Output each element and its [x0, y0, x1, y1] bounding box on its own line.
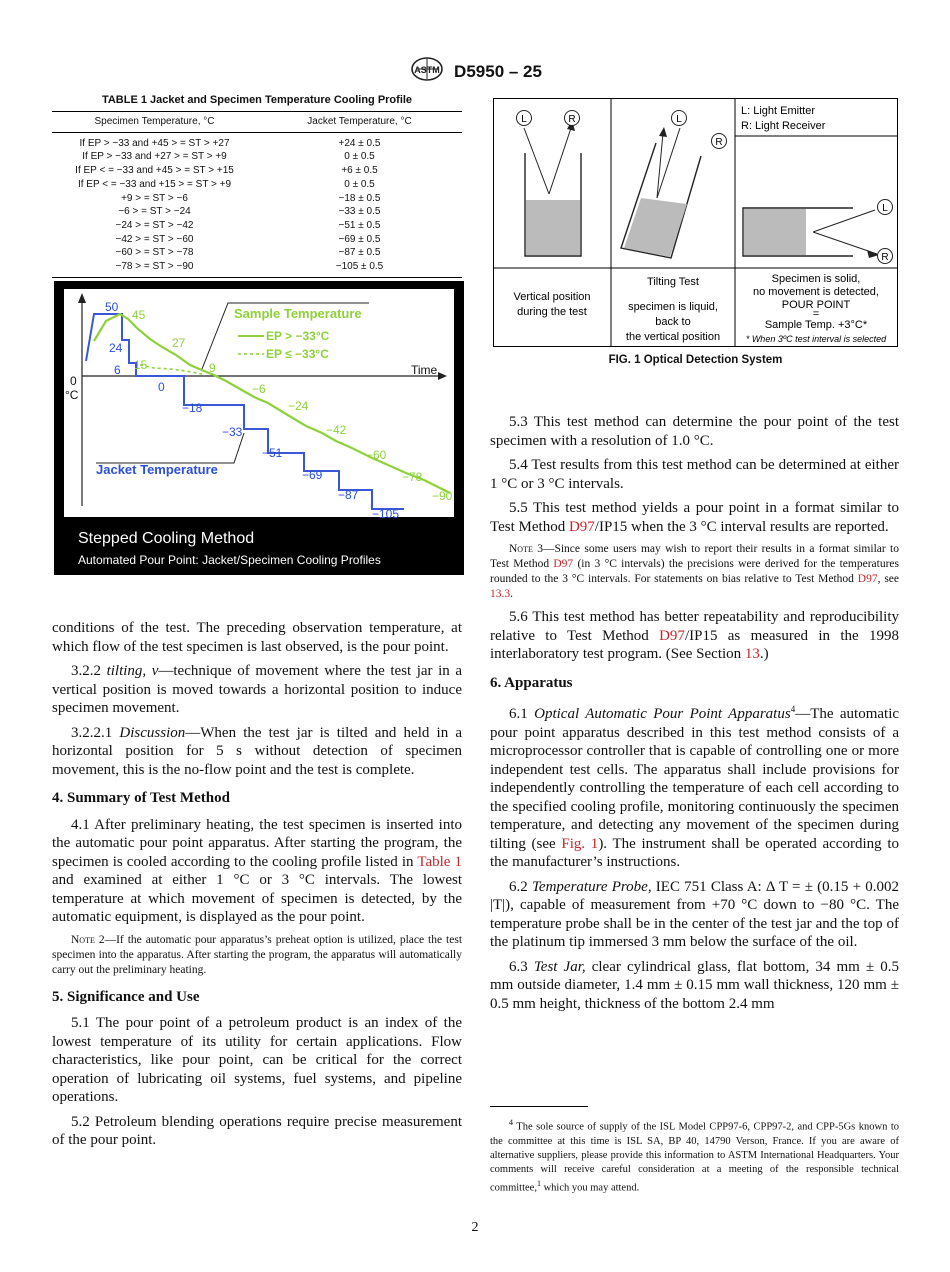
cell3-line2: no movement is detected, — [753, 286, 879, 298]
section-heading: 4. Summary of Test Method — [52, 790, 230, 806]
chart-label: 9 — [209, 361, 216, 375]
table-cell: −78 > = ST > −90 — [115, 261, 194, 273]
jacket-label: Jacket Temperature — [96, 462, 218, 477]
table-cell: +24 ± 0.5 — [338, 137, 381, 149]
cell2-title: Tilting Test — [647, 276, 699, 288]
table-cell: If EP > −33 and +45 > = ST > +27 — [79, 137, 230, 149]
chart-label: 15 — [134, 358, 148, 372]
section-heading: 5. Significance and Use — [52, 988, 200, 1005]
table-cell: 0 ± 0.5 — [344, 178, 375, 190]
table-cell: −24 > = ST > −42 — [115, 219, 194, 231]
section-13-3-link[interactable]: 13.3 — [490, 588, 511, 600]
paragraph: 4.1 After preliminary heating, the test specimen is inserted into the automatic pour point apparatus. After starting the program, the specimen is cooled according to the cooling profile listed in Table 1 and examined at either 1 °C or 3 °C intervals. The lowest temperature at which movement of specimen is detected, by the automatic equipment, is displayed as the pour point. — [52, 816, 462, 925]
table-cell: If EP < = −33 and +15 > = ST > +9 — [77, 178, 232, 190]
paragraph: 5.1 The pour point of a petroleum product is an index of the lowest temperature of its utility for certain applications. Flow characteristics, like pour point, can be critical for the correct operation of lubricating oil systems, fuel systems, and pipeline operations. — [52, 1015, 462, 1105]
paragraph: 3.2.2.1 Discussion—When the test jar is tilted and held in a horizontal position for 5 s without detection of specimen movement, this is the no-flow point and the test is complete. — [52, 724, 463, 778]
legend-title: Sample Temperature — [234, 306, 362, 321]
table-cell: −51 ± 0.5 — [338, 219, 381, 231]
table-cell: 0 ± 0.5 — [344, 151, 375, 163]
document-designation: D5950 – 25 — [454, 61, 542, 81]
table-cell: If EP < = −33 and +45 > = ST > +15 — [75, 165, 234, 177]
svg-text:ASTM: ASTM — [414, 65, 440, 75]
figure-1-link[interactable]: Fig. 1 — [561, 835, 599, 852]
d97-link[interactable]: D97 — [568, 518, 595, 535]
chart-label: −60 — [366, 448, 387, 462]
stepped-cooling-chart — [54, 281, 464, 575]
emitter-label: L — [676, 114, 682, 125]
legend-receiver: R: Light Receiver — [741, 120, 826, 132]
chart-footer-subtitle: Automated Pour Point: Jacket/Specimen Cooling Profiles — [78, 553, 381, 567]
emitter-label: L — [882, 203, 888, 214]
table-cell: −6 > = ST > −24 — [118, 206, 191, 218]
chart-footer-title: Stepped Cooling Method — [78, 530, 255, 547]
right-column — [490, 413, 899, 1019]
legend-emitter: L: Light Emitter — [741, 105, 815, 117]
table-cell: +6 ± 0.5 — [341, 165, 378, 177]
table-cell: +9 > = ST > −6 — [121, 192, 188, 204]
cooling-profile-table — [52, 111, 462, 278]
cell1-line1: Vertical position — [513, 291, 591, 303]
cell2-line1: specimen is liquid, — [628, 301, 718, 313]
note-3: Note 3—Since some users may wish to report their results in a format similar to Test Method D97 (in 3 °C intervals) the precisions were derived for the temperatures rounded to the 3 °C intervals. For statements on bias relative to Test Method D97, see 13.3. — [490, 543, 899, 600]
footnote-rule — [490, 1106, 588, 1107]
table-header: Jacket Temperature, °C — [307, 116, 412, 127]
chart-label: −105 — [372, 507, 400, 521]
astm-logo-icon — [408, 56, 446, 87]
chart-label: −78 — [402, 470, 423, 484]
receiver-label: R — [568, 114, 576, 125]
legend-solid-label: EP > −33°C — [266, 329, 330, 343]
chart-label: 45 — [132, 308, 146, 322]
note-2: Note 2—If the automatic pour apparatus’s preheat option is utilized, place the test specimen into the apparatus. After starting the program, the apparatus will automatically carry out the preliminary heating. — [52, 933, 463, 976]
cell2-line3: the vertical position — [625, 331, 721, 343]
chart-label: 27 — [172, 336, 186, 350]
chart-label: 6 — [114, 363, 121, 377]
paragraph: 5.5 This test method yields a pour point in a format similar to Test Method D97/IP15 when the 3 °C interval results are reported. — [490, 500, 899, 535]
cell1-line2: during the test — [517, 306, 587, 318]
legend-dashed-label: EP ≤ −33°C — [266, 347, 329, 361]
d97-link[interactable]: D97 — [659, 627, 685, 644]
chart-label: −24 — [288, 399, 309, 413]
table-header: Specimen Temperature, °C — [94, 116, 215, 127]
cell3-line1: Specimen is solid, — [771, 273, 861, 285]
cell3-line5: Sample Temp. +3°C* — [764, 319, 868, 331]
table-cell: If EP > −33 and +27 > = ST > +9 — [82, 151, 227, 163]
unit-label: °C — [65, 388, 79, 402]
figure-1 — [493, 98, 898, 348]
section-13-link[interactable]: 13 — [744, 646, 760, 662]
table-1-link[interactable]: Table 1 — [417, 853, 462, 870]
section-heading: 6. Apparatus — [490, 674, 573, 691]
page-number: 2 — [471, 1220, 479, 1235]
table-1 — [52, 94, 462, 278]
table-cell: −60 > = ST > −78 — [115, 247, 194, 259]
emitter-label: L — [521, 114, 527, 125]
table-cell: −18 ± 0.5 — [338, 192, 381, 204]
chart-label: −6 — [252, 382, 266, 396]
chart-label: −69 — [302, 468, 323, 482]
footnote-4: $^4$ The sole source of supply of the ISL Model CPP97-6, CPP97-2, and CPP-5Gs known to the committee at this time is ISL SA, BP 40, 14790 Verson, France. If you are aware of alternative suppliers, please provide this information to ASTM International Headquarters. Your comments will receive careful consideration at a meeting of the responsible technical committee,$^1$ which you may attend. — [490, 1118, 899, 1193]
receiver-label: R — [715, 137, 723, 148]
cell3-note: * When 3ºC test interval is selected — [745, 334, 887, 344]
paragraph: 5.2 Petroleum blending operations require precise measurement of the pour point. — [52, 1113, 462, 1148]
chart-label: −87 — [338, 488, 359, 502]
paragraph: 6.3 Test Jar, clear cylindrical glass, flat bottom, 34 mm ± 0.5 mm outside diameter, 1.4 mm ± 0.15 mm wall thickness, 120 mm ± 0.5 mm height, thickness of the bottom 2.4 mm — [490, 958, 899, 1012]
chart-label: −51 — [262, 446, 283, 460]
paragraph: 6.1 Optical Automatic Pour Point Apparatus$^4$—The automatic pour point apparatus described in this test method consists of a microprocessor controller that is capable of controlling one or more independent test cells. The apparatus shall include provisions for independently controlling the temperature of each cell according to the specified cooling profile, monitoring continuously the specimen temperature, and detecting any movement of the specimen during tilting (see Fig. 1). The instrument shall be operated according to the manufacturer’s instructions. — [490, 704, 900, 870]
paragraph: 5.3 This test method can determine the pour point of the test specimen with a resolution of 1.0 °C. — [490, 414, 899, 449]
paragraph: conditions of the test. The preceding observation temperature, at which flow of the test specimen is last observed, is the pour point. — [52, 620, 462, 655]
d97-link[interactable]: D97 — [553, 558, 574, 570]
chart-label: −90 — [432, 489, 453, 503]
paragraph: 5.4 Test results from this test method can be determined at either 1 °C or 3 °C intervals. — [490, 457, 899, 492]
chart-label: 50 — [105, 300, 119, 314]
zero-label: 0 — [70, 374, 77, 388]
table-caption: TABLE 1 Jacket and Specimen Temperature Cooling Profile — [101, 94, 413, 106]
paragraph: 3.2.2 tilting, v—technique of movement where the test jar in a vertical position is moved towards a horizontal position to induce specimen movement. — [52, 663, 462, 716]
paragraph: 6.2 Temperature Probe, IEC 751 Class A: Δ T = ± (0.15 + 0.002 |T|), capable of measurement from +70 °C down to −80 °C. The temperature probe shall be in the center of the test jar and the top of the platinum tip immersed 3 mm below the surface of the oil. — [490, 878, 899, 950]
cell3-line4: = — [812, 308, 820, 320]
table-cell: −33 ± 0.5 — [338, 206, 381, 218]
table-cell: −105 ± 0.5 — [335, 261, 384, 273]
d97-link[interactable]: D97 — [857, 573, 878, 585]
time-label: Time — [411, 363, 438, 377]
figure-1-caption: FIG. 1 Optical Detection System — [608, 354, 783, 366]
table-cell: −87 ± 0.5 — [338, 247, 381, 259]
cell2-line2: back to — [655, 316, 691, 328]
chart-label: −33 — [222, 425, 243, 439]
left-column — [52, 619, 462, 1156]
chart-label: 24 — [109, 341, 123, 355]
cell3-line3: POUR POINT — [781, 299, 851, 311]
chart-label: 0 — [158, 380, 165, 394]
chart-label: −42 — [326, 423, 347, 437]
paragraph: 5.6 This test method has better repeatability and reproducibility relative to Test Method D97/IP15 as measured in the 1998 interlaboratory test program. (See Section 13.) — [490, 609, 900, 662]
page-header — [0, 56, 950, 87]
chart-label: −18 — [182, 401, 203, 415]
table-cell: −69 ± 0.5 — [338, 233, 381, 245]
receiver-label: R — [881, 252, 889, 263]
table-cell: −42 > = ST > −60 — [115, 233, 194, 245]
